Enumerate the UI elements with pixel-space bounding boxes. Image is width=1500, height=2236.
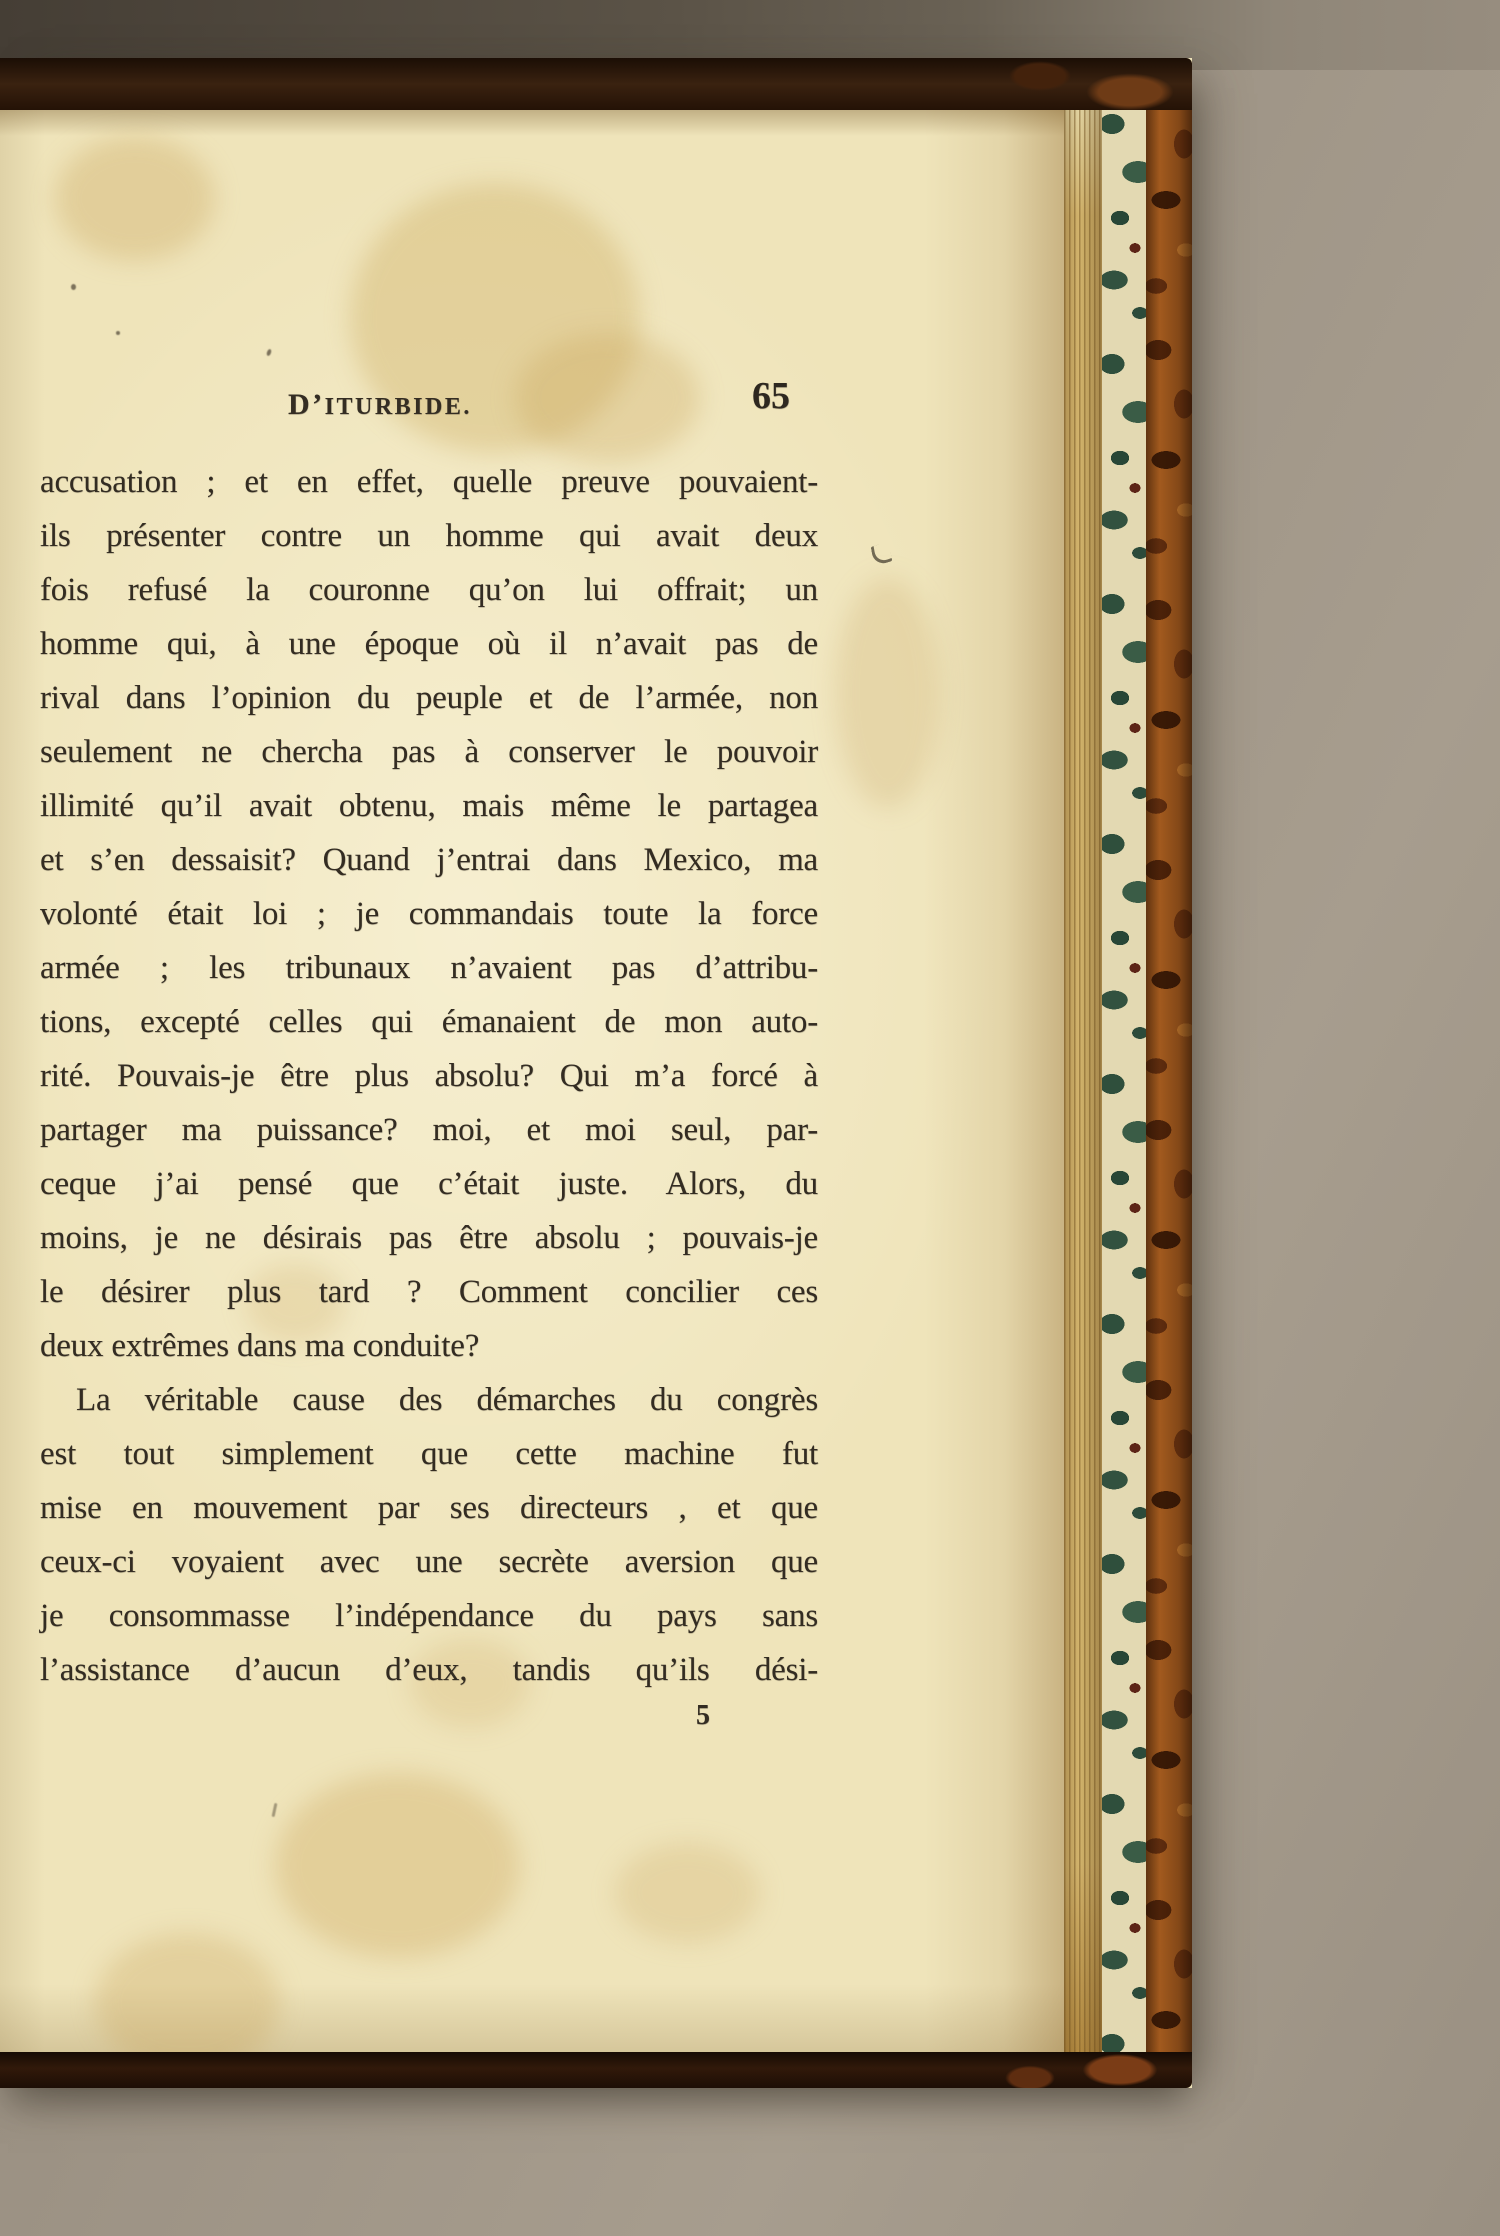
text-line: ils présenter contre un homme qui avait deux (40, 518, 818, 554)
text-line: accusation ; et en effet, quelle preuve pouvaient- (40, 464, 818, 500)
foxing-stain (95, 1933, 280, 2054)
book (0, 58, 1192, 2088)
text-line: illimité qu’il avait obtenu, mais même le partagea (40, 788, 818, 824)
text-line: ceux-ci voyaient avec une secrète aversion que (40, 1544, 818, 1580)
foxing-stain (615, 1843, 760, 1943)
ink-speck (71, 284, 76, 290)
foxing-stain (55, 136, 215, 261)
cover-bottom-edge (0, 2052, 1192, 2088)
page-block-edge (1064, 98, 1102, 2060)
text-line: La véritable cause des démarches du congrès (76, 1382, 818, 1418)
text-line: ceque j’ai pensé que c’était juste. Alors, du (40, 1166, 818, 1202)
cover-top-edge (0, 58, 1192, 110)
text-line: fois refusé la couronne qu’on lui offrait; un (40, 572, 818, 608)
ink-speck (266, 349, 272, 357)
text-line: homme qui, à une époque où il n’avait pas de (40, 626, 818, 662)
text-line: est tout simplement que cette machine fut (40, 1436, 818, 1472)
signature-mark: 5 (696, 1700, 710, 1731)
text-line: le désirer plus tard ? Comment concilier ces (40, 1274, 818, 1310)
text-line: rité. Pouvais-je être plus absolu? Qui m’a forcé à (40, 1058, 818, 1094)
ink-speck (116, 331, 120, 335)
text-line: moins, je ne désirais pas être absolu ; pouvais-je (40, 1220, 818, 1256)
text-line: l’assistance d’aucun d’eux, tandis qu’ils dési- (40, 1652, 818, 1688)
text-line: tions, excepté celles qui émanaient de mon auto- (40, 1004, 818, 1040)
text-line: partager ma puissance? moi, et moi seul, par- (40, 1112, 818, 1148)
text-line: et s’en dessaisit? Quand j’entrai dans Mexico, ma (40, 842, 818, 878)
text-line: rival dans l’opinion du peuple et de l’armée, non (40, 680, 818, 716)
fore-edge-marble (1102, 98, 1146, 2060)
foxing-stain (275, 1773, 520, 1958)
text-line: armée ; les tribunaux n’avaient pas d’attribu- (40, 950, 818, 986)
text-line: volonté était loi ; je commandais toute la force (40, 896, 818, 932)
running-header-title: D’ITURBIDE. (288, 388, 472, 421)
text-line: je consommasse l’indépendance du pays sans (40, 1598, 818, 1634)
text-line: seulement ne chercha pas à conserver le pouvoir (40, 734, 818, 770)
page-number: 65 (752, 375, 790, 417)
foxing-stain (835, 578, 940, 808)
ink-speck (272, 1803, 278, 1817)
page-surface (0, 108, 1064, 2054)
text-line: mise en mouvement par ses directeurs , et que (40, 1490, 818, 1526)
foxing-stain (515, 333, 700, 463)
leather-cover-edge (1146, 60, 1192, 2086)
body-text (40, 455, 818, 1697)
ink-squiggle-mark (871, 541, 893, 567)
text-line: deux extrêmes dans ma conduite? (40, 1328, 480, 1364)
